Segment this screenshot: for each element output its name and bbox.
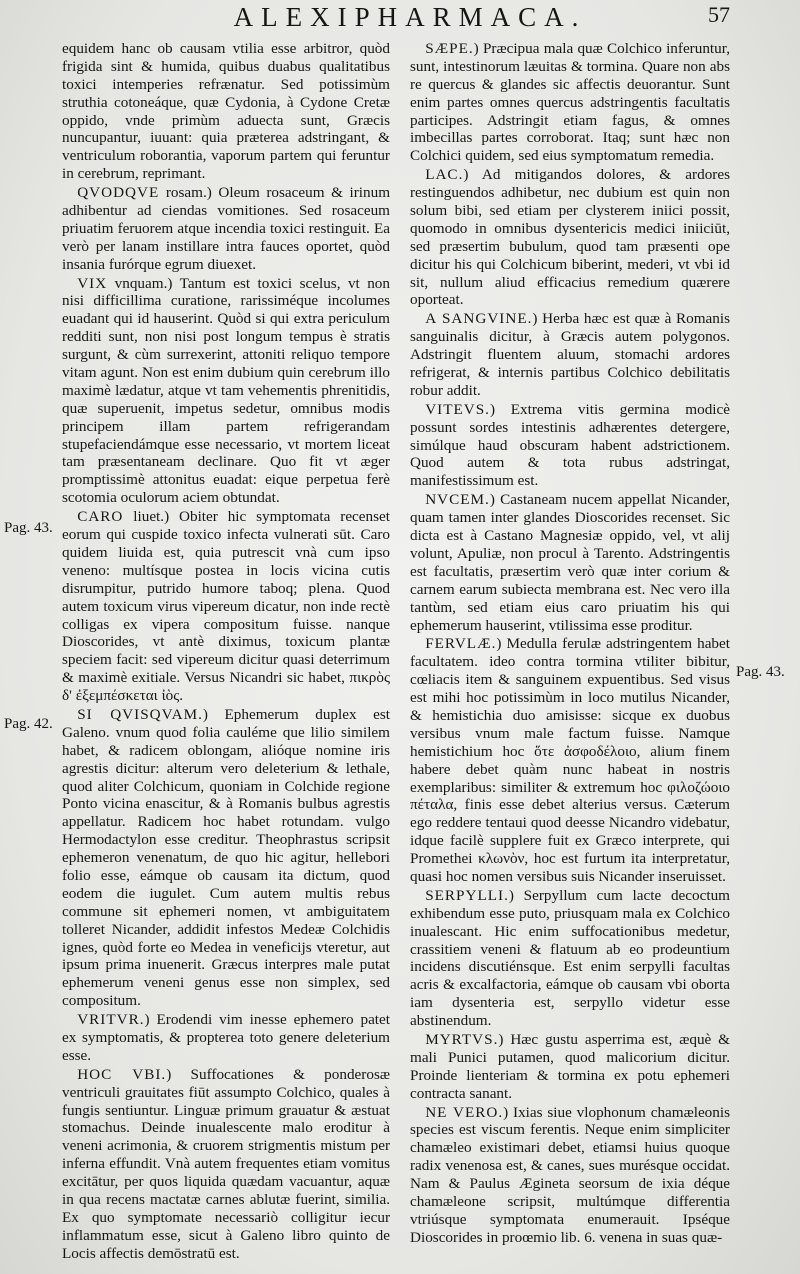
- right-para-1: [410, 166, 730, 309]
- margin-note-pag42-left: Pag. 42.: [4, 716, 53, 732]
- para-text: ) Ephemerum duplex est Galeno. vnum quod folia cauléme que lilio similem habet, & radicem oblongam, alióque nomine iris agrestis dicitur: alterum vero deleterium & lethale, quod aliter Colchicum, quoniam in Colchide regione Ponto vicina enascitur, & à Romanis bulbus agrestis appellatur. Radicem hoc habet rotundam. vulgo Hermodactylon esse creditur. Theophrastus scripsit ephemeron venenatum, de quo hic agitur, hellebori folio esse, eámque ob causam ita dictum, quod eodem die iugulet. Cum autem multis rebus commune sit ephemeri nomen, vt ambiguitatem tolleret Nicander, addidit infestos Medeæ Colchidis ignes, quòd forte eo Medea in veneficijs vteretur, aut ipsum prima inuenerit. Græcus interpres male putat ephemerum veneni genus esse non simplex, sed compositum.: [62, 705, 390, 1010]
- running-title: ALEXIPHARMACA.: [233, 2, 587, 32]
- para-text: ) Serpyllum cum lacte decoctum exhibendum esse puto, priusquam mala ex Colchico inualescant. Hic enim suffocationibus medetur, crassitiem veneni & flatuum ab eo prodeuntium incidens discutiénsque. Est enim serpylli facultas acris & excalfactoria, eámque ob causam vbi oborta iam dysenteria est, serpyllo videtur esse abstinendum.: [410, 886, 730, 1030]
- para-text: ) Ixias siue vlophonum chamæleonis species est viscum ferentis. Neque enim simpliciter chamæleo existimari debet, etiamsi huius quoque radix venenosa est, & canes, sues murésque occidat. Nam & Paulus Ægineta seorsum de ixia déque chamæleone scripsit, multúmque differentia vtriúsque symptomata enumerauit. Ipséque Dioscorides in proœmio lib. 6. venena in suas quæ-: [410, 1103, 730, 1246]
- lemma: HOC VBI.: [77, 1065, 167, 1083]
- right-para-0: [410, 40, 730, 165]
- margin-note-pag43-right: Pag. 43.: [736, 664, 785, 680]
- left-para-1: [62, 184, 390, 273]
- right-para-5: [410, 635, 730, 885]
- lemma: SERPYLLI.: [425, 886, 509, 904]
- para-text: ) Ad mitigandos dolores, & ardores restinguendos adhibetur, nec dubium est quin non solum bibi, sed etiam per clysterem iniici possit, quomodo in omnibus dysentericis medici iniiciūt, sed præsertim bubulum, quod tam præsenti ope dicitur his qui Colchicum biberint, mederi, vt vbi id sit, nullum aliud efficacius remedium quærere oporteat.: [410, 166, 730, 309]
- lemma: FERVLÆ.: [425, 635, 497, 653]
- para-text: equidem hanc ob causam vtilia esse arbitror, quòd frigida sint & humida, quibus duabus qualitatibus toxici intemperies refrænatur. Sed potissimùm struthia cotoneáque, quæ Cydonia, à Cydone Cretæ oppido, vnde primùm aduecta sunt, Græcis nuncupantur, iuuant: quia præterea adstringant, & ventriculum roborantia, vaporum partem qui feruntur in cerebrum, reprimant.: [62, 40, 390, 183]
- lemma: SÆPE.: [425, 40, 474, 57]
- right-para-2: [410, 310, 730, 399]
- left-para-0: [62, 40, 390, 183]
- page-number: 57: [708, 2, 730, 27]
- lemma: A SANGVINE.: [425, 310, 533, 328]
- left-para-6: [62, 1066, 390, 1263]
- left-para-5: [62, 1011, 390, 1065]
- lemma: CARO: [77, 508, 124, 526]
- para-text: ) Erodendi vim inesse ephemero patet ex symptomatis, & propterea toto genere deleterium esse.: [62, 1011, 390, 1064]
- left-column: [62, 40, 390, 1263]
- lemma: MYRTVS.: [425, 1030, 499, 1048]
- lemma: NVCEM.: [425, 491, 490, 509]
- right-para-8: [410, 1104, 730, 1247]
- right-column: [410, 40, 730, 1247]
- lemma: SI QVISQVAM.: [77, 705, 203, 723]
- lemma: QVODQVE: [77, 184, 160, 202]
- lemma: VITEVS.: [425, 400, 490, 418]
- right-para-7: [410, 1031, 730, 1103]
- para-text: rosam.) Oleum rosaceum & irinum adhibentur ad ciendas vomitiones. Sed rosaceum priuatim feruorem atque incendia toxici restinguit. Ea verò per lanam instillare intra fauces oportet, quòd insania furórque egrum diuexet.: [62, 184, 391, 273]
- right-para-6: [410, 887, 730, 1030]
- right-para-4: [410, 491, 730, 634]
- right-para-3: [410, 401, 730, 490]
- para-text: ) Suffocationes & ponderosæ ventriculi grauitates fiūt assumpto Colchico, quales à fungis sentiuntur. Linguæ primum grauatur & æstuat stomachus. Deinde inualescente malo eroditur à veneni acrimonia, & cruorem strigmentis mistum per inferna effundit. Vnà autem frequentes etiam vomitus excitātur, per quos liquida quædam vacuantur, aquæ in qua recens mactatæ carnes ablutæ fuerint, similia. Ex quo symptomate necessariò colligitur iecur inflammatum esse, sicut à Galeno libro quinto de Locis affectis demōstratū est.: [62, 1065, 390, 1262]
- para-text: ) Præcipua mala quæ Colchico inferuntur, sunt, intestinorum læuitas & tormina. Quare non abs re quercus & glandes sic affectis deuorantur. Sunt enim partes omnes quercus adstringentis facultatis participes. Adstringit etiam fagus, & omnes imbecillas partes corroborat. Itaq; sunt hæc non Colchici quidem, sed eius symptomatum remedia.: [410, 40, 730, 165]
- para-text: ) Herba hæc est quæ à Romanis sanguinalis dicitur, à Græcis autem polygonos. Adstringit fluentem aluum, stomachi ardores refrigerat, & internis partibus Colchico debilitatis robur addit.: [410, 310, 730, 399]
- lemma: VIX: [77, 274, 108, 292]
- margin-note-pag43-left: Pag. 43.: [4, 520, 53, 536]
- left-para-2: [62, 275, 390, 508]
- lemma: NE VERO.: [425, 1103, 504, 1121]
- para-text: ) Medulla ferulæ adstringentem habet facultatem. ideo contra tormina vtiliter bibitur, cœliacis item & sanguinem expuentibus. Sed visus est mihi hoc potissimùm in loco mutilus Nicander, & hemistichia duo amisisse: sicque ex duobus versibus vnum male factum fuisse. Namque hemistichium hoc ὅτε ἀσφοδέλοιο, alium finem habere debet quàm nunc habeat in nostris exemplaribus: similiter & extremum hoc φιλοζώοιο πέταλα, finis esse debet alterius versus. Cæterum ego reddere tentaui quod deesse Nicandro videbatur, idque facilè supplere fuit ex Græco interprete, qui Promethei κλωνὸν, hoc est furtum ita interpretatur, quasi hoc nomen versibus suis Nicander inseruisset.: [410, 635, 730, 885]
- para-text: ) Extrema vitis germina modicè possunt sordes intestinis adhærentes detergere, simúlque haud obscuram habent adstrictionem. Quod autem & tota rubus adstringat, manifestissimum est.: [410, 400, 730, 490]
- lemma: VRITVR.: [77, 1011, 145, 1029]
- para-text: vnquam.) Tantum est toxici scelus, vt non nisi difficillima curatione, rarissiméque incolumes euadant qui id hauserint. Quòd si qui extra periculum redditi sunt, non nisi post longum tempus è stratis surgunt, & cùm surrexerint, attoniti reliquo tempore vitam agunt. Non est enim dubium quin cerebrum illo maximè lædatur, atque vt tam vehementis phrenitidis, quæ superuenit, impetus sedetur, omnibus modis principem illam partem refrigerandam stupefaciendámque esse necessario, vt mortem liceat tam præsentaneam declinare. Quo fit vt æger promptissimè attonitus euadat: eique perpetua ferè scotomia oculorum aciem obtundat.: [62, 274, 390, 507]
- para-text: ) Castaneam nucem appellat Nicander, quam tamen inter glandes Dioscorides recenset. Sic dicta est à Castano Magnesiæ oppido, vel, vt alij volunt, Apuliæ, non procul à Tarento. Adstringentis est facultatis, præsertim verò quæ inter corium & carnem earum subiecta membrana est. Nec vero illa tantùm, sed etiam eius caro priuatim his qui ephemerum hauserint, vtilissima esse proditur.: [410, 491, 730, 634]
- para-text: liuet.) Obiter hic symptomata recenset eorum qui cuspide toxico infecta vulnerati sūt. Caro quidem liuida est, quia putrescit vnà cum ipso veneno: multísque postea in locis vicina cutis disrumpitur, putrido humore taboq; plena. Quod autem toxicum virus vipereum dicatur, non inde rectè colligas ex vipera compositum fuisse. nanque Dioscorides, vt antè diximus, toxicum plantæ speciem facit: sed vipereum dicitur quasi deterrimum & maximè exitiale. Versus Nicandri sic habet, πικρὸς δ' ἐξεμπέσκεται ἰὸς.: [62, 508, 391, 705]
- lemma: LAC.: [425, 166, 464, 184]
- left-para-4: [62, 706, 390, 1010]
- para-text: ) Hæc gustu asperrima est, æquè & mali Punici putamen, quod malicorium dicitur. Proinde lienteriam & tormina ex potu ephemeri contracta sanant.: [410, 1030, 730, 1102]
- left-para-3: [62, 508, 390, 705]
